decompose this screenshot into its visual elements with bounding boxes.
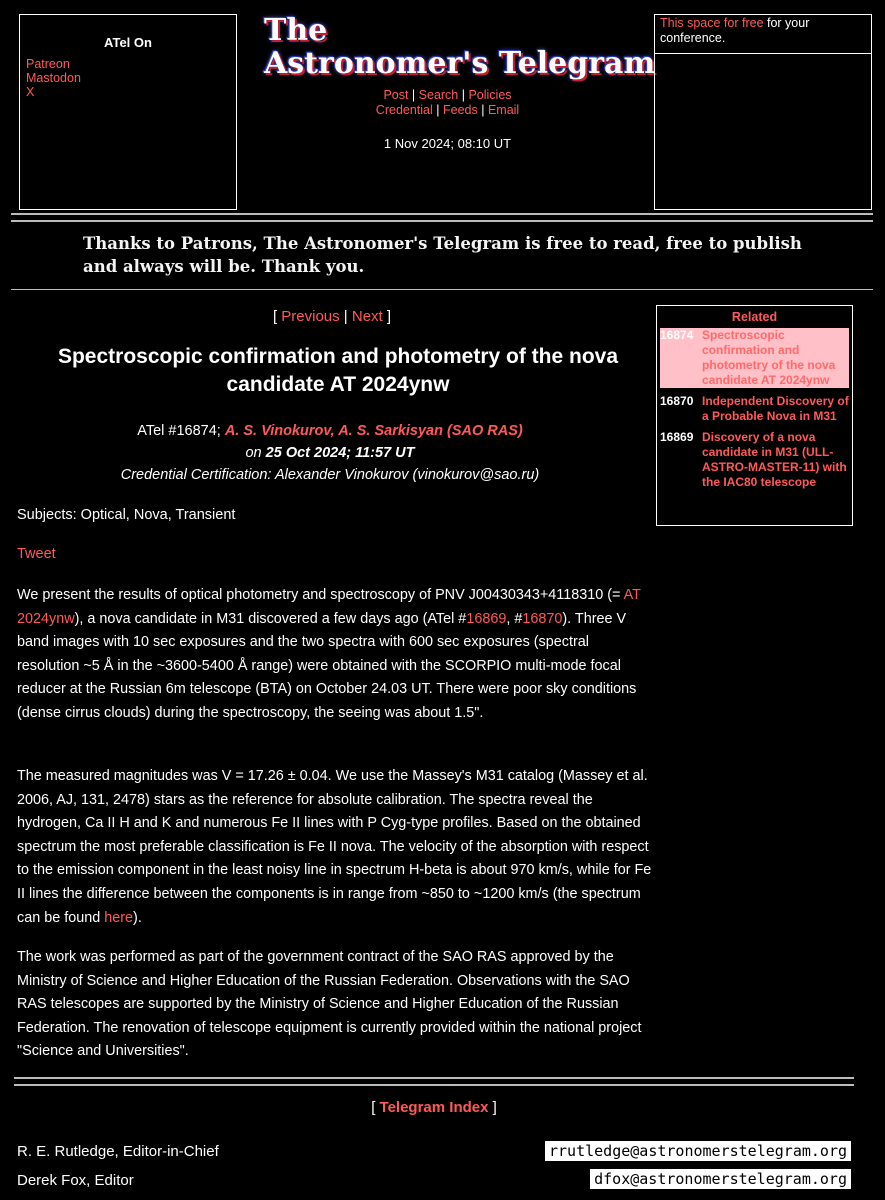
x-link[interactable]: X xyxy=(26,85,35,99)
atel-on-box xyxy=(19,14,237,210)
nav-post[interactable]: Post xyxy=(383,88,409,102)
related-item[interactable]: 16870 Independent Discovery of a Probable Nova in M31 xyxy=(660,394,849,423)
at2024ynw-link[interactable]: AT 2024ynw xyxy=(17,587,641,627)
site-logo[interactable]: The Astronomer's Telegram xyxy=(264,13,656,81)
ad-link[interactable]: This space for free xyxy=(660,16,764,30)
patreon-link[interactable]: Patreon xyxy=(26,57,70,71)
patron-note: Thanks to Patrons, The Astronomer's Telegram is free to read, free to publish and always will be. Thank you. xyxy=(83,234,802,276)
editor: Derek Fox, Editor xyxy=(17,1172,134,1189)
current-timestamp: 1 Nov 2024; 08:10 UT xyxy=(383,136,512,151)
mastodon-link[interactable]: Mastodon xyxy=(26,71,81,85)
previous-link[interactable]: Previous xyxy=(281,308,340,325)
divider xyxy=(14,1084,854,1086)
related-item[interactable]: 16874 Spectroscopic confirmation and photometry of the nova candidate AT 2024ynw xyxy=(660,328,849,388)
tweet-link[interactable]: Tweet xyxy=(17,546,56,562)
body-paragraph: We present the results of optical photometry and spectroscopy of PNV J00430343+4118310 (= AT 2024ynw), a nova candidate in M31 discovered a few days ago (ATel #16869, #16870). Three V band images with 10 sec exposures and the two spectra with 600 sec exposures (spectral resolution ~5 Å in the ~3600-5400 Å range) were obtained with the SCORPIO multi-mode focal reducer at the Russian 6m telescope (BTA) on October 24.03 UT. There were poor sky conditions (dense cirrus clouds) during the spectroscopy, the seeing was about 1.5". xyxy=(17,587,641,721)
subjects: Subjects: Optical, Nova, Transient xyxy=(17,507,236,523)
page-title: Spectroscopic confirmation and photometry of the nova candidate AT 2024ynw xyxy=(57,345,619,396)
atel-16869-link[interactable]: 16869 xyxy=(466,610,507,627)
ad-text: for your conference. xyxy=(660,16,810,45)
editor-email: dfox@astronomerstelegram.org xyxy=(590,1169,851,1189)
related-heading: Related xyxy=(731,310,778,324)
nav-credential[interactable]: Credential xyxy=(375,103,433,117)
post-date: 25 Oct 2024; 11:57 UT xyxy=(265,445,415,461)
nav-policies[interactable]: Policies xyxy=(468,88,512,102)
telegram-meta: ATel #16874; A. S. Vinokurov, A. S. Sarkisyan (SAO RAS) on 25 Oct 2024; 11:57 UT Credential Certification: Alexander Vinokurov (vinokurov@sao.ru) xyxy=(14,420,646,486)
related-panel xyxy=(656,305,853,526)
divider xyxy=(11,220,873,222)
credential-certification: Credential Certification: Alexander Vinokurov (vinokurov@sao.ru) xyxy=(120,467,540,483)
editor-in-chief: R. E. Rutledge, Editor-in-Chief xyxy=(17,1143,219,1160)
divider xyxy=(14,1077,854,1079)
atel-16870-link[interactable]: 16870 xyxy=(522,610,563,627)
spectrum-here-link[interactable]: here xyxy=(104,909,134,926)
body-paragraph: The measured magnitudes was V = 17.26 ± 0.04. We use the Massey's M31 catalog (Massey et al. 2006, AJ, 131, 2478) stars as the reference for absolute calibration. The spectra reveal the hydrogen, Ca II H and K and numerous Fe II lines with P Cyg-type profiles. Based on the obtained spectrum the most preferable classification is Fe II nova. The velocity of the absorption with respect to the emission component in the least noisy line in spectrum H-beta is about 970 km/s, while for Fe II lines the difference between the components is in range from ~850 to ~1200 km/s (the spectrum can be found here). xyxy=(17,768,652,926)
divider xyxy=(11,289,873,290)
telegram-index-link[interactable]: Telegram Index xyxy=(379,1099,489,1116)
authors-link[interactable]: A. S. Vinokurov, A. S. Sarkisyan (SAO RAS) xyxy=(224,423,523,439)
divider xyxy=(11,213,873,215)
nav-feeds[interactable]: Feeds xyxy=(442,103,478,117)
telegram-index-nav: [ Telegram Index ] xyxy=(371,1099,497,1116)
atel-number: ATel #16874; xyxy=(137,423,221,439)
body-paragraph: The work was performed as part of the government contract of the SAO RAS approved by the Ministry of Science and Higher Education of the Russian Federation. Observations with the SAO RAS telescopes are supported by the Ministry of Science and Higher Education of the Russian Federation. The renovation of telescope equipment is currently provided within the national project "Science and Universities". xyxy=(17,949,642,1060)
related-item[interactable]: 16869 Discovery of a nova candidate in M31 (ULL-ASTRO-MASTER-11) with the IAC80 telescope xyxy=(660,430,847,489)
nav-email[interactable]: Email xyxy=(487,103,520,117)
atel-on-title: ATel On xyxy=(104,35,152,50)
ad-space xyxy=(654,54,872,210)
editor-email: rrutledge@astronomerstelegram.org xyxy=(545,1141,851,1161)
ad-box xyxy=(654,14,872,54)
next-link[interactable]: Next xyxy=(351,308,383,325)
top-nav: Post | Search | Policies Credential | Feeds | Email xyxy=(375,88,520,117)
nav-search[interactable]: Search xyxy=(418,88,459,102)
